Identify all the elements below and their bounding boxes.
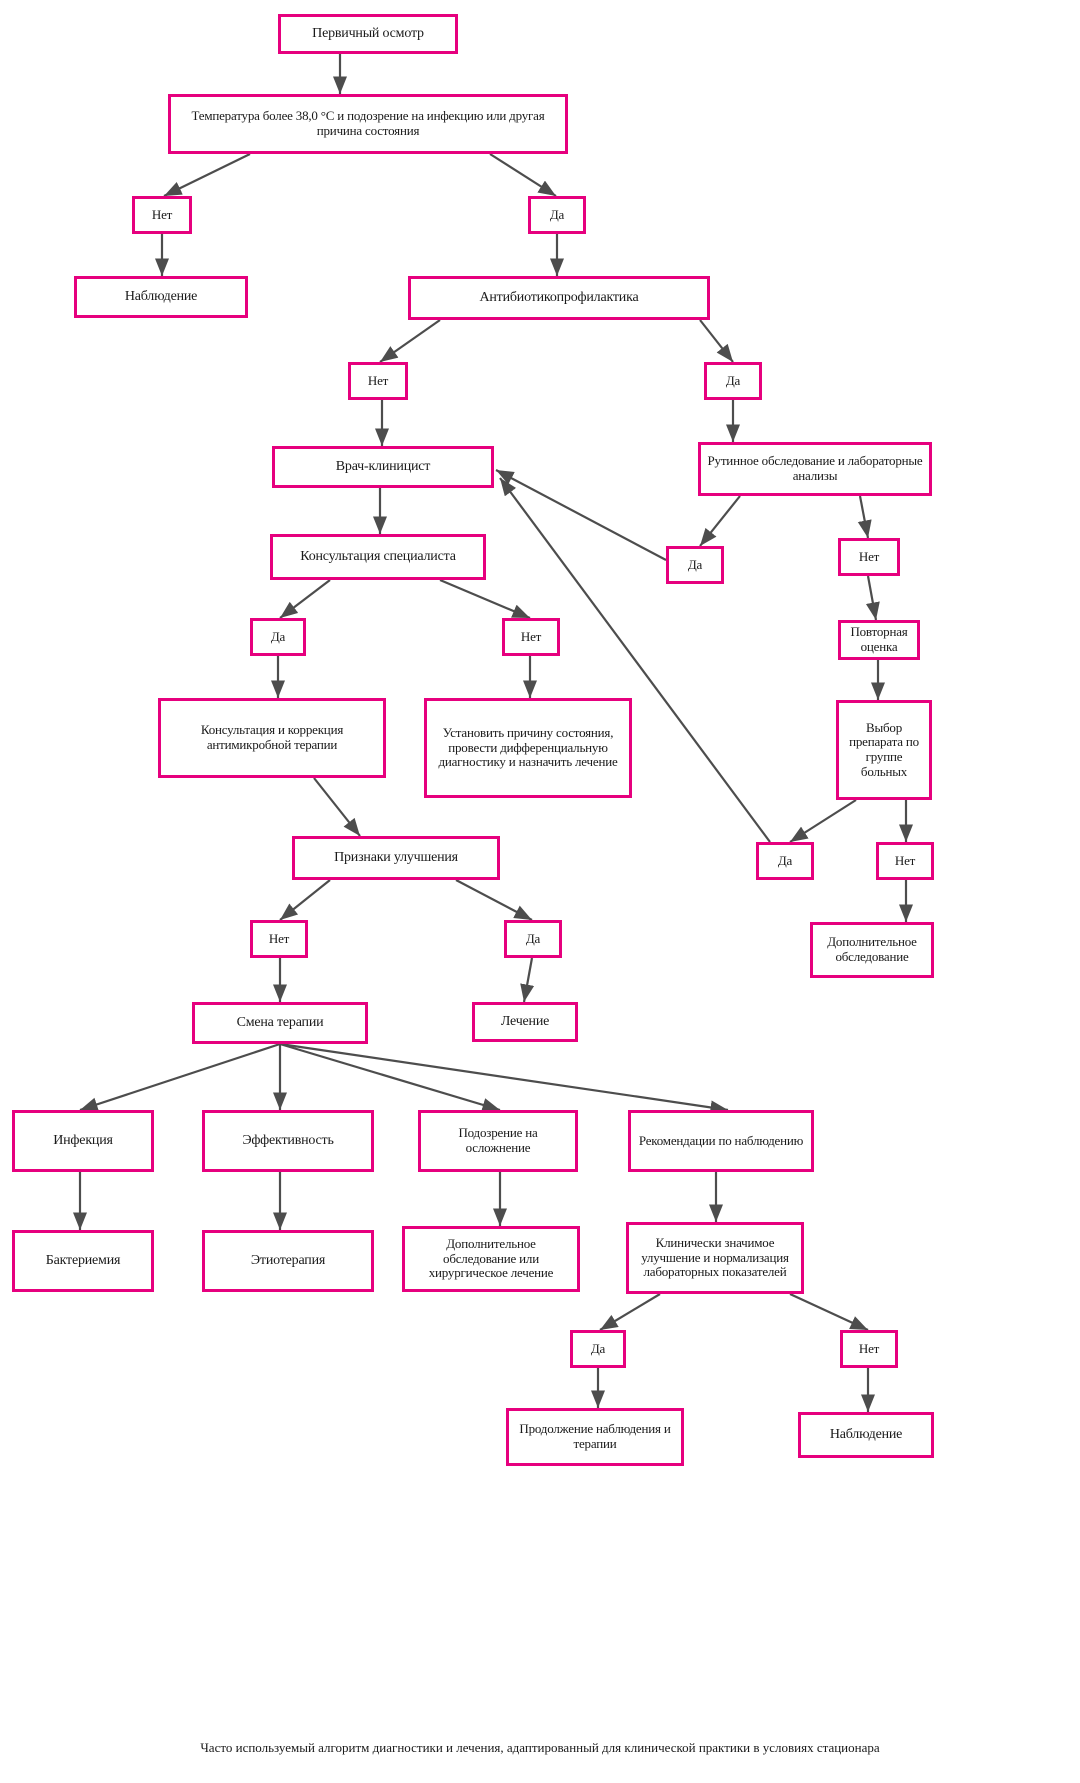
flowchart-node-label: Установить причину состояния, провести дифференциальную диагностику и назначить лечение xyxy=(438,725,618,770)
flowchart-node xyxy=(132,196,192,234)
flowchart-node-label: Да xyxy=(777,852,793,868)
flowchart-node-label: Наблюдение xyxy=(124,289,198,305)
flowchart-node-label: Консультация и коррекция антимикробной терапии xyxy=(200,722,344,752)
flowchart-node xyxy=(876,842,934,880)
flowchart-node xyxy=(250,618,306,656)
flowchart-edge xyxy=(280,1044,500,1110)
flowchart-node xyxy=(402,1226,580,1292)
flowchart-node-label: Инфекция xyxy=(53,1133,113,1149)
flowchart-edge xyxy=(280,1044,728,1110)
flowchart-node xyxy=(626,1222,804,1294)
flowchart-node xyxy=(250,920,308,958)
flowchart-edge xyxy=(280,880,330,920)
flowchart-edge xyxy=(440,580,530,618)
flowchart-node xyxy=(12,1230,154,1292)
flowchart-node xyxy=(698,442,932,496)
flowchart-node xyxy=(628,1110,814,1172)
flowchart-node xyxy=(12,1110,154,1172)
flowchart-node xyxy=(192,1002,368,1044)
flowchart-node-label: Нет xyxy=(894,852,916,868)
flowchart-node xyxy=(570,1330,626,1368)
flowchart-node-label: Нет xyxy=(858,548,880,564)
flowchart-node xyxy=(202,1110,374,1172)
flowchart-node-label: Выбор препарата по группе больных xyxy=(849,719,919,779)
flowchart-edge xyxy=(80,1044,280,1110)
flowchart-edge xyxy=(380,320,440,362)
flowchart-node-label: Температура более 38,0 °C и подозрение на инфекцию или другая причина состояния xyxy=(191,108,545,138)
flowchart-edge xyxy=(524,958,532,1002)
flowchart-edge xyxy=(700,496,740,546)
flowchart-edge xyxy=(496,470,666,560)
flowchart-node-label: Эффективность xyxy=(242,1133,334,1149)
flowchart-node-label: Врач-клиницист xyxy=(335,459,431,475)
flowchart-node xyxy=(704,362,762,400)
flowchart-node xyxy=(666,546,724,584)
flowchart-node xyxy=(418,1110,578,1172)
flowchart-node-label: Нет xyxy=(268,930,290,946)
flowchart-edge xyxy=(860,496,868,538)
flowchart-node xyxy=(506,1408,684,1466)
flowchart-edge xyxy=(868,576,876,620)
flowchart-node-label: Нет xyxy=(520,628,542,644)
flowchart-node-label: Бактериемия xyxy=(45,1253,121,1269)
flowchart-node-label: Нет xyxy=(151,206,173,222)
flowchart-node-label: Дополнительное обследование xyxy=(827,934,917,964)
flowchart-node-label: Первичный осмотр xyxy=(312,26,424,42)
flowchart-node-label: Рутинное обследование и лабораторные анализы xyxy=(707,453,923,483)
flowchart-node-label: Признаки улучшения xyxy=(334,850,458,866)
flowchart-edge xyxy=(490,154,556,196)
flowchart-node-label: Да xyxy=(725,372,741,388)
flowchart-node xyxy=(502,618,560,656)
flowchart-edge xyxy=(600,1294,660,1330)
figure-caption: Часто используемый алгоритм диагностики и лечения, адаптированный для клинической практики в условиях стационара xyxy=(200,1740,880,1755)
flowchart-node-label: Консультация специалиста xyxy=(300,549,456,565)
flowchart-node xyxy=(528,196,586,234)
flowchart-node-label: Продолжение наблюдения и терапии xyxy=(519,1421,671,1451)
flowchart-node-label: Клинически значимое улучшение и нормализация лабораторных показателей xyxy=(641,1235,789,1280)
flowchart-node xyxy=(74,276,248,318)
flowchart-node-label: Да xyxy=(549,206,565,222)
flowchart-node-label: Да xyxy=(270,628,286,644)
flowchart-node xyxy=(472,1002,578,1042)
flowchart-edge xyxy=(280,580,330,618)
flowchart-node xyxy=(278,14,458,54)
flowchart-node-label: Да xyxy=(590,1340,606,1356)
flowchart-node xyxy=(756,842,814,880)
flowchart-node xyxy=(158,698,386,778)
flowchart-node xyxy=(270,534,486,580)
flowchart-node xyxy=(348,362,408,400)
flowchart-node xyxy=(424,698,632,798)
flowchart-node xyxy=(810,922,934,978)
flowchart-node xyxy=(838,538,900,576)
flowchart-node xyxy=(838,620,920,660)
flowchart-node xyxy=(504,920,562,958)
flowchart-node-label: Наблюдение xyxy=(829,1427,903,1443)
flowchart-node-label: Антибиотикопрофилактика xyxy=(479,290,639,306)
flowchart-node-label: Смена терапии xyxy=(236,1015,324,1031)
flowchart-edge xyxy=(314,778,360,836)
flowchart-edge xyxy=(790,800,856,842)
flowchart-node-label: Рекомендации по наблюдению xyxy=(638,1132,804,1148)
flowchart-edge xyxy=(790,1294,868,1330)
flowchart-node-label: Да xyxy=(525,930,541,946)
flowchart-node xyxy=(272,446,494,488)
flowchart-node-label: Подозрение на осложнение xyxy=(458,1125,538,1155)
flowchart-node-label: Нет xyxy=(858,1340,880,1356)
flowchart-node xyxy=(202,1230,374,1292)
flowchart-node-label: Повторная оценка xyxy=(850,624,908,654)
flowchart-node xyxy=(168,94,568,154)
flowchart-edge xyxy=(164,154,250,196)
flowchart-node-label: Нет xyxy=(367,372,389,388)
flowchart-node xyxy=(836,700,932,800)
flowchart-node-label: Лечение xyxy=(500,1014,550,1030)
flowchart-node xyxy=(840,1330,898,1368)
flowchart-edge xyxy=(456,880,532,920)
flowchart-node-label: Этиотерапия xyxy=(250,1253,326,1269)
flowchart-node xyxy=(798,1412,934,1458)
flowchart-node xyxy=(292,836,500,880)
flowchart-edge xyxy=(700,320,733,362)
flowchart-node xyxy=(408,276,710,320)
flowchart-node-label: Да xyxy=(687,556,703,572)
flowchart-node-label: Дополнительное обследование или хирургическое лечение xyxy=(428,1236,554,1281)
